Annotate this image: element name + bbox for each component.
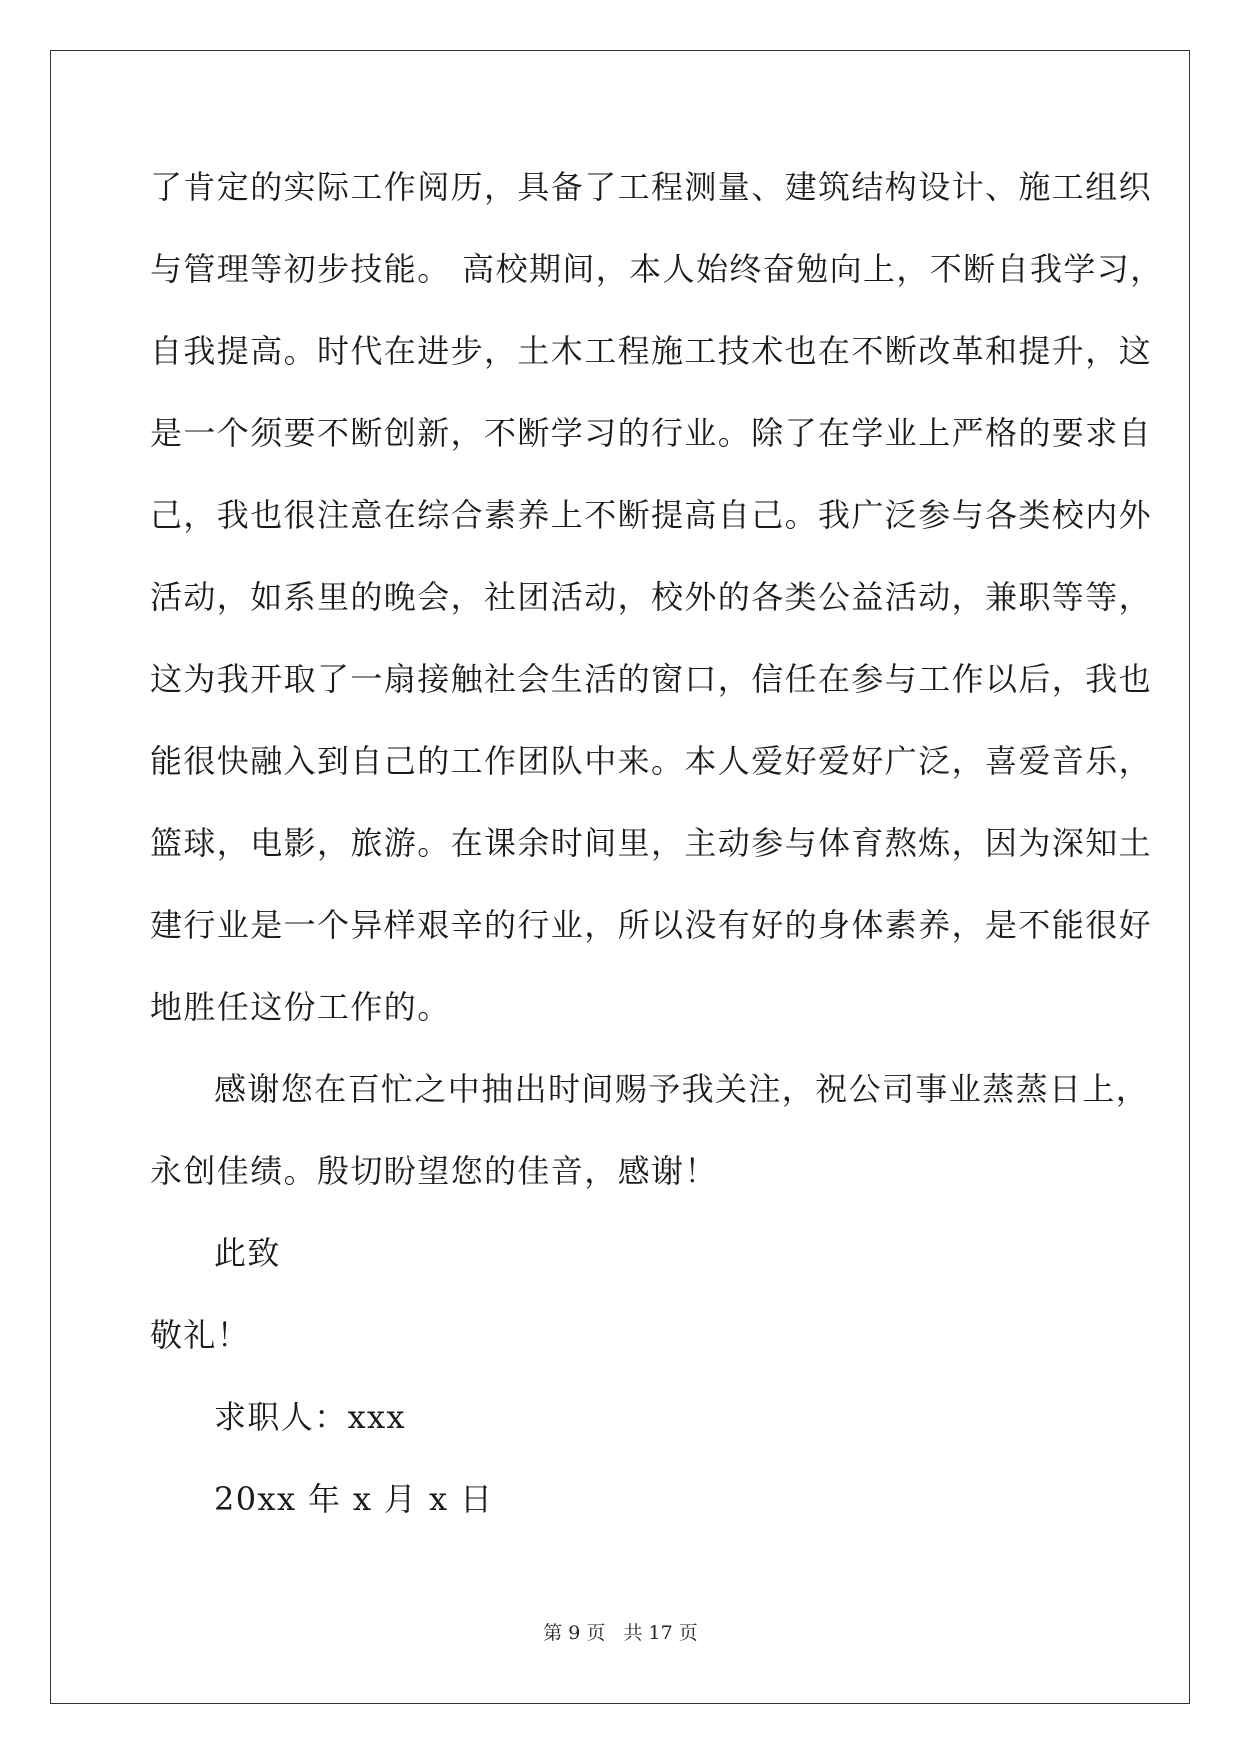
body-line: 能很快融入到自己的工作团队中来。本人爱好爱好广泛，喜爱音乐， [150, 742, 1153, 780]
body-line: 活动，如系里的晚会，社团活动，校外的各类公益活动，兼职等等， [150, 578, 1153, 616]
body-line: 建行业是一个异样艰辛的行业，所以没有好的身体素养，是不能很好 [150, 906, 1153, 944]
page-number: 第 9 页 [543, 1622, 606, 1644]
salutation: 此致 [214, 1234, 281, 1272]
body-line: 篮球，电影，旅游。在课余时间里，主动参与体育熬炼，因为深知土 [150, 824, 1153, 862]
regards: 敬礼！ [150, 1316, 251, 1354]
page-footer [0, 1618, 1241, 1645]
closing-line: 感谢您在百忙之中抽出时间赐予我关注，祝公司事业蒸蒸日上， [214, 1070, 1150, 1108]
letter-date: 20xx 年 x 月 x 日 [214, 1480, 494, 1518]
page-total: 共 17 页 [623, 1622, 698, 1644]
closing-line: 永创佳绩。殷切盼望您的佳音，感谢！ [150, 1152, 718, 1190]
body-line: 这为我开取了一扇接触社会生活的窗口，信任在参与工作以后，我也 [150, 660, 1153, 698]
body-line: 与管理等初步技能。 高校期间，本人始终奋勉向上，不断自我学习， [150, 250, 1164, 288]
body-line: 是一个须要不断创新，不断学习的行业。除了在学业上严格的要求自 [150, 414, 1153, 452]
body-line: 自我提高。时代在进步，土木工程施工技术也在不断改革和提升，这 [150, 332, 1153, 370]
body-line: 地胜任这份工作的。 [150, 988, 451, 1026]
body-line: 了肯定的实际工作阅历，具备了工程测量、建筑结构设计、施工组织 [150, 168, 1153, 206]
applicant-signature: 求职人：xxx [214, 1398, 406, 1436]
body-line: 己，我也很注意在综合素养上不断提高自己。我广泛参与各类校内外 [150, 496, 1153, 534]
letter-body [150, 162, 1164, 1556]
